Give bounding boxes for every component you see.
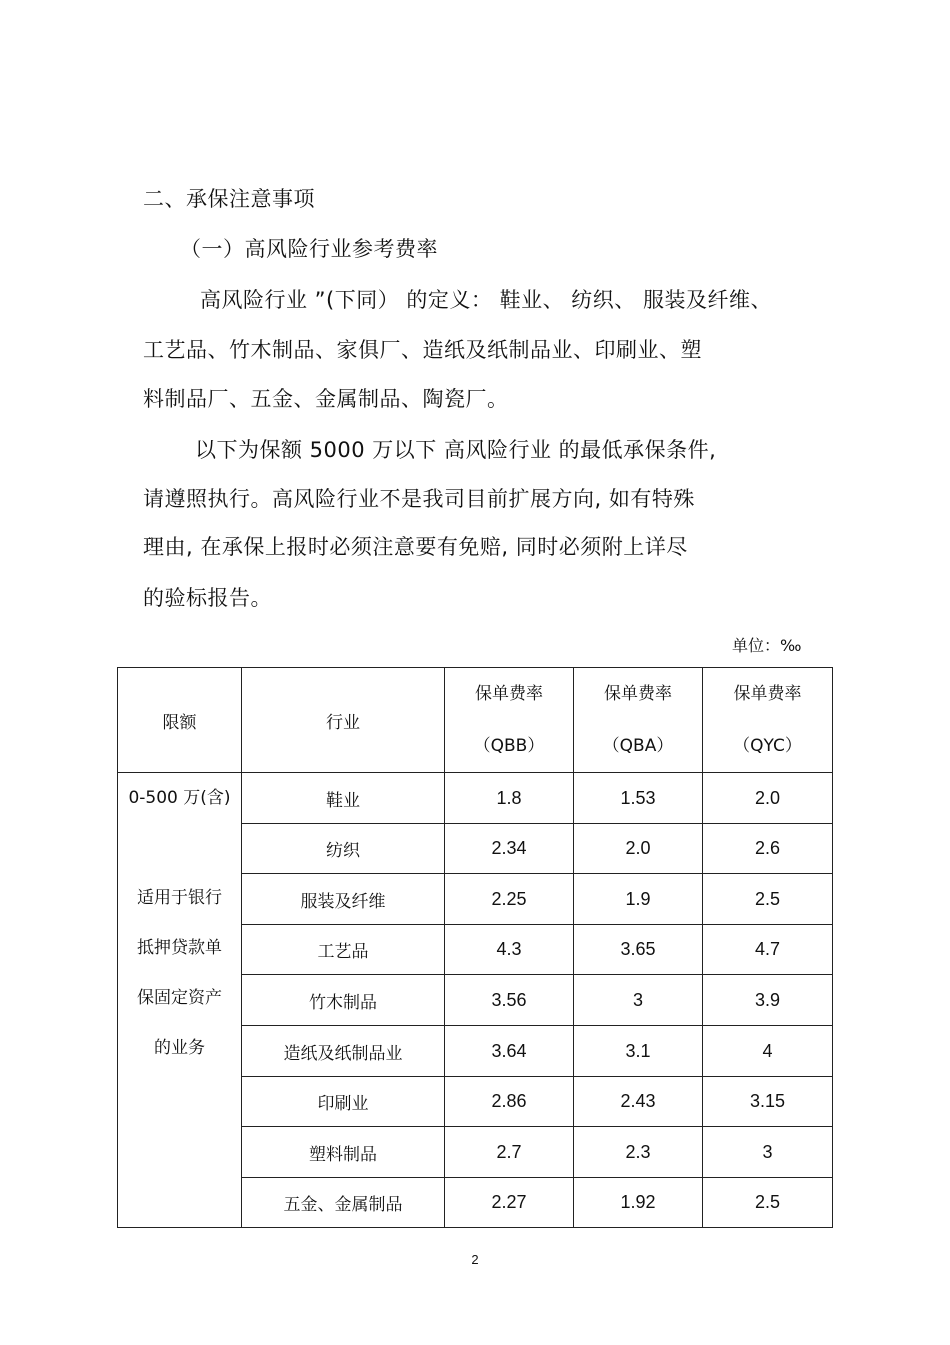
header-qbb-label: 保单费率: [475, 684, 543, 704]
qbb-cell: 4.3: [445, 925, 574, 975]
header-qyc-code: （QYC）: [733, 736, 802, 756]
limit-desc-line: 保固定资产: [137, 988, 222, 1008]
qba-cell: 2.0: [574, 824, 703, 874]
qyc-cell: 2.0: [703, 773, 833, 824]
qbb-cell: 3.64: [445, 1026, 574, 1077]
qba-cell: 1.92: [574, 1178, 703, 1228]
paragraph-line: 理由, 在承保上报时必须注意要有免赔, 同时必须附上详尽: [143, 535, 688, 559]
paragraph-line: 以下为保额 5000 万以下 高风险行业 的最低承保条件,: [195, 438, 717, 462]
qyc-cell: 3: [703, 1127, 833, 1178]
paragraph-line: 高风险行业 ”(下同） 的定义： 鞋业、 纺织、 服装及纤维、: [200, 288, 772, 312]
qbb-cell: 2.34: [445, 824, 574, 874]
header-limit: 限额: [118, 668, 242, 773]
qbb-cell: 2.7: [445, 1127, 574, 1178]
paragraph-line: 工艺品、竹木制品、家俱厂、造纸及纸制品业、印刷业、塑: [143, 338, 702, 362]
qba-cell: 3.65: [574, 925, 703, 975]
qbb-cell: 3.56: [445, 975, 574, 1026]
section-title: 二、承保注意事项: [143, 187, 315, 211]
header-qba-label: 保单费率: [604, 684, 672, 704]
qba-cell: 3: [574, 975, 703, 1026]
header-qbb-code: （QBB）: [473, 736, 545, 756]
paragraph-line: 的验标报告。: [143, 586, 272, 610]
table-header-row: [118, 668, 833, 773]
qyc-cell: 2.5: [703, 1178, 833, 1228]
limit-amount: 0-500 万(含): [128, 788, 231, 808]
limit-cell: [118, 773, 242, 1228]
qba-cell: 1.9: [574, 874, 703, 925]
paragraph-line: 请遵照执行。高风险行业不是我司目前扩展方向, 如有特殊: [143, 487, 695, 511]
industry-cell: 服装及纤维: [242, 874, 445, 925]
rate-table: [117, 667, 833, 1228]
paragraph-line: 料制品厂、五金、金属制品、陶瓷厂。: [143, 387, 509, 411]
limit-desc-line: 适用于银行: [137, 888, 222, 908]
industry-cell: 工艺品: [242, 925, 445, 975]
header-qba-code: （QBA）: [602, 736, 674, 756]
page-number: 2: [471, 1252, 479, 1267]
header-qyc: [703, 668, 833, 773]
header-industry: 行业: [242, 668, 445, 773]
qba-cell: 3.1: [574, 1026, 703, 1077]
industry-cell: 印刷业: [242, 1077, 445, 1127]
industry-cell: 鞋业: [242, 773, 445, 824]
table-row: [118, 773, 833, 824]
header-qba: [574, 668, 703, 773]
qyc-cell: 2.5: [703, 874, 833, 925]
qyc-cell: 4: [703, 1026, 833, 1077]
industry-cell: 造纸及纸制品业: [242, 1026, 445, 1077]
qbb-cell: 1.8: [445, 773, 574, 824]
qbb-cell: 2.86: [445, 1077, 574, 1127]
qyc-cell: 3.15: [703, 1077, 833, 1127]
qbb-cell: 2.27: [445, 1178, 574, 1228]
header-qyc-label: 保单费率: [733, 684, 802, 704]
unit-label: 单位：‰: [732, 636, 802, 655]
industry-cell: 纺织: [242, 824, 445, 874]
industry-cell: 五金、金属制品: [242, 1178, 445, 1228]
qba-cell: 2.43: [574, 1077, 703, 1127]
header-qbb: [445, 668, 574, 773]
industry-cell: 竹木制品: [242, 975, 445, 1026]
subsection-title: （一）高风险行业参考费率: [180, 237, 438, 261]
qbb-cell: 2.25: [445, 874, 574, 925]
limit-desc-line: 抵押贷款单: [137, 938, 222, 958]
qyc-cell: 4.7: [703, 925, 833, 975]
industry-cell: 塑料制品: [242, 1127, 445, 1178]
qyc-cell: 2.6: [703, 824, 833, 874]
qba-cell: 1.53: [574, 773, 703, 824]
qba-cell: 2.3: [574, 1127, 703, 1178]
qyc-cell: 3.9: [703, 975, 833, 1026]
limit-desc-line: 的业务: [154, 1038, 205, 1058]
